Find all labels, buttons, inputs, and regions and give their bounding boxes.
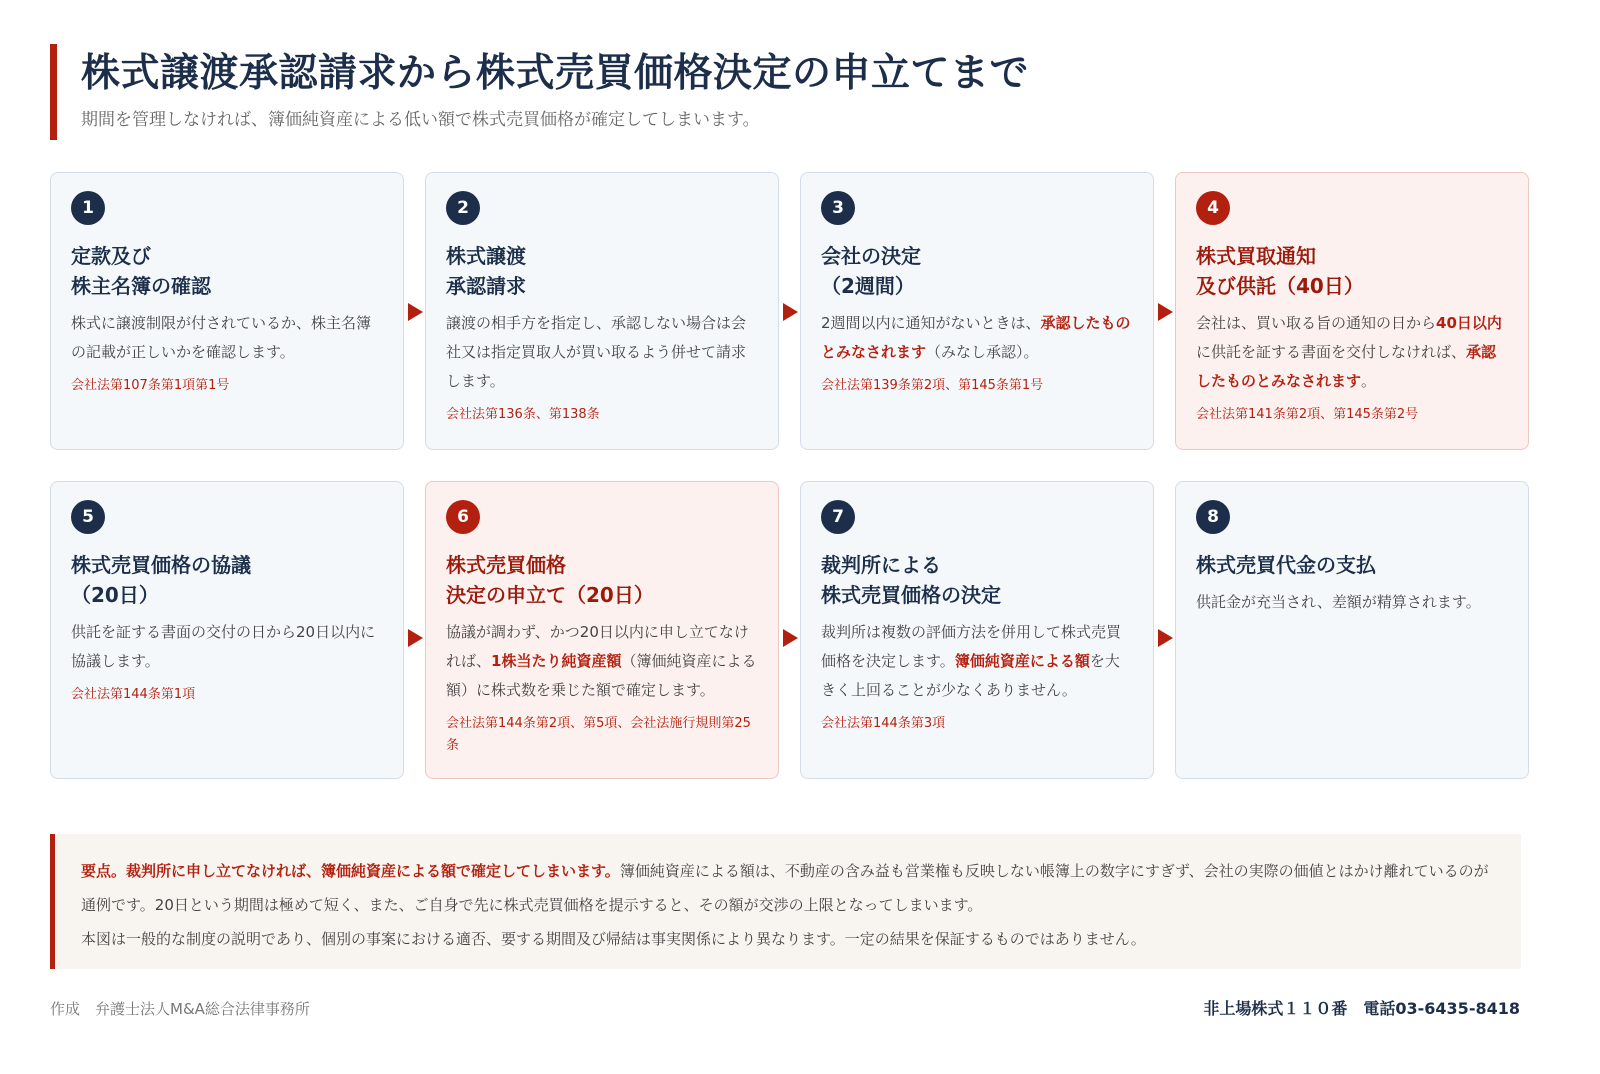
step-legal-reference: 会社法第141条第2項、第145条第2号 (1196, 407, 1419, 422)
step-number-badge: 4 (1196, 191, 1230, 225)
page-subtitle: 期間を管理しなければ、簿価純資産による低い額で株式売買価格が確定してしまいます。 (81, 110, 760, 130)
flow-arrow-icon (408, 629, 423, 647)
step-description-emphasis: 1株当たり純資産額 (491, 652, 622, 670)
step-description-text: 譲渡の相手方を指定し、承認しない場合は会社又は指定買取人が買い取るよう併せて請求します。 (446, 314, 747, 390)
step-card-4 (1175, 172, 1529, 450)
note-body: 簿価純資産による額は、不動産の含み益も営業権も反映しない帳簿上の数字にすぎず、会社の実際の価値とはかけ離れているのが通例です。20日という期間は極めて短く、また、ご自身で先に株式売買価格を提示すると、その額が交渉の上限となってしまいます。 (81, 862, 1489, 914)
step-legal-reference: 会社法第139条第2項、第145条第1号 (821, 378, 1044, 393)
step-legal-reference: 会社法第136条、第138条 (446, 407, 600, 422)
step-number-badge: 7 (821, 500, 855, 534)
footer-author: 作成 弁護士法人M&A総合法律事務所 (50, 1000, 310, 1018)
step-description-text: 供託金が充当され、差額が精算されます。 (1196, 593, 1481, 611)
step-description-text: 会社は、買い取る旨の通知の日から (1196, 314, 1437, 332)
step-description-text: 2週間以内に通知がないときは、 (821, 314, 1041, 332)
step-number-badge: 8 (1196, 500, 1230, 534)
step-description-text: （簿価純資産による額）に株式数を乗じた額で確定します。 (446, 652, 757, 699)
note-lead: 要点。裁判所に申し立てなければ、簿価純資産による額で確定してしまいます。 (81, 862, 620, 880)
step-card-6 (425, 481, 779, 779)
flow-arrow-icon (1158, 629, 1173, 647)
page-header (50, 44, 1550, 140)
step-description-emphasis: 承認したものとみなされます (821, 314, 1131, 361)
step-description-text: 裁判所は複数の評価方法を併用して株式売買価格を決定します。 (821, 623, 1122, 670)
flow-arrow-icon (783, 303, 798, 321)
step-title: 株式売買価格 決定の申立て（20日） (446, 553, 654, 607)
step-description-text: 。 (1361, 372, 1377, 390)
footer-contact: 非上場株式１１０番 電話03-6435-8418 (1203, 999, 1520, 1018)
step-description (446, 618, 758, 705)
step-card-3 (800, 172, 1154, 450)
step-description (821, 309, 1133, 367)
step-description-text: （みなし承認）。 (926, 343, 1039, 361)
step-title: 株式譲渡 承認請求 (446, 244, 526, 298)
step-card-8 (1175, 481, 1529, 779)
step-description (71, 309, 383, 367)
step-title: 株式売買価格の協議 （20日） (71, 553, 251, 607)
step-number-badge: 3 (821, 191, 855, 225)
step-number-badge: 1 (71, 191, 105, 225)
step-description-text: 株式に譲渡制限が付されているか、株主名簿の記載が正しいかを確認します。 (71, 314, 372, 361)
step-title: 裁判所による 株式売買価格の決定 (821, 553, 1001, 607)
step-description (1196, 588, 1508, 617)
step-card-1 (50, 172, 404, 450)
step-description-emphasis: 簿価純資産による額 (954, 652, 1090, 670)
note-main (81, 854, 1497, 922)
step-description (71, 618, 383, 676)
key-point-note (50, 834, 1521, 969)
step-description (446, 309, 758, 396)
step-description-text: に供託を証する書面を交付しなければ、 (1196, 343, 1467, 361)
step-number-badge: 6 (446, 500, 480, 534)
step-description-emphasis: 40日以内 (1436, 314, 1502, 332)
step-description-text: を大きく上回ることが少なくありません。 (821, 652, 1120, 699)
step-description (821, 618, 1133, 705)
flow-arrow-icon (408, 303, 423, 321)
step-description-text: 供託を証する書面の交付の日から20日以内に協議します。 (71, 623, 376, 670)
flow-arrow-icon (783, 629, 798, 647)
step-number-badge: 5 (71, 500, 105, 534)
step-legal-reference: 会社法第144条第2項、第5項、会社法施行規則第25条 (446, 716, 751, 753)
step-card-2 (425, 172, 779, 450)
step-legal-reference: 会社法第107条第1項第1号 (71, 378, 230, 393)
step-legal-reference: 会社法第144条第3項 (821, 716, 946, 731)
step-card-7 (800, 481, 1154, 779)
step-card-5 (50, 481, 404, 779)
step-number-badge: 2 (446, 191, 480, 225)
step-title: 株式買取通知 及び供託（40日） (1196, 244, 1364, 298)
step-title: 株式売買代金の支払 (1196, 553, 1376, 577)
step-description (1196, 309, 1508, 396)
step-legal-reference: 会社法第144条第1項 (71, 687, 196, 702)
step-description-emphasis: 承認したものとみなされます (1196, 343, 1497, 390)
step-title: 定款及び 株主名簿の確認 (71, 244, 211, 298)
note-disclaimer: 本図は一般的な制度の説明であり、個別の事案における適否、要する期間及び帰結は事実関係により異なります。一定の結果を保証するものではありません。 (81, 930, 1146, 948)
step-description-text: 協議が調わず、かつ20日以内に申し立てなければ、 (446, 623, 749, 670)
flow-arrow-icon (1158, 303, 1173, 321)
page-title: 株式譲渡承認請求から株式売買価格決定の申立てまで (81, 51, 1030, 96)
step-title: 会社の決定 （2週間） (821, 244, 921, 298)
